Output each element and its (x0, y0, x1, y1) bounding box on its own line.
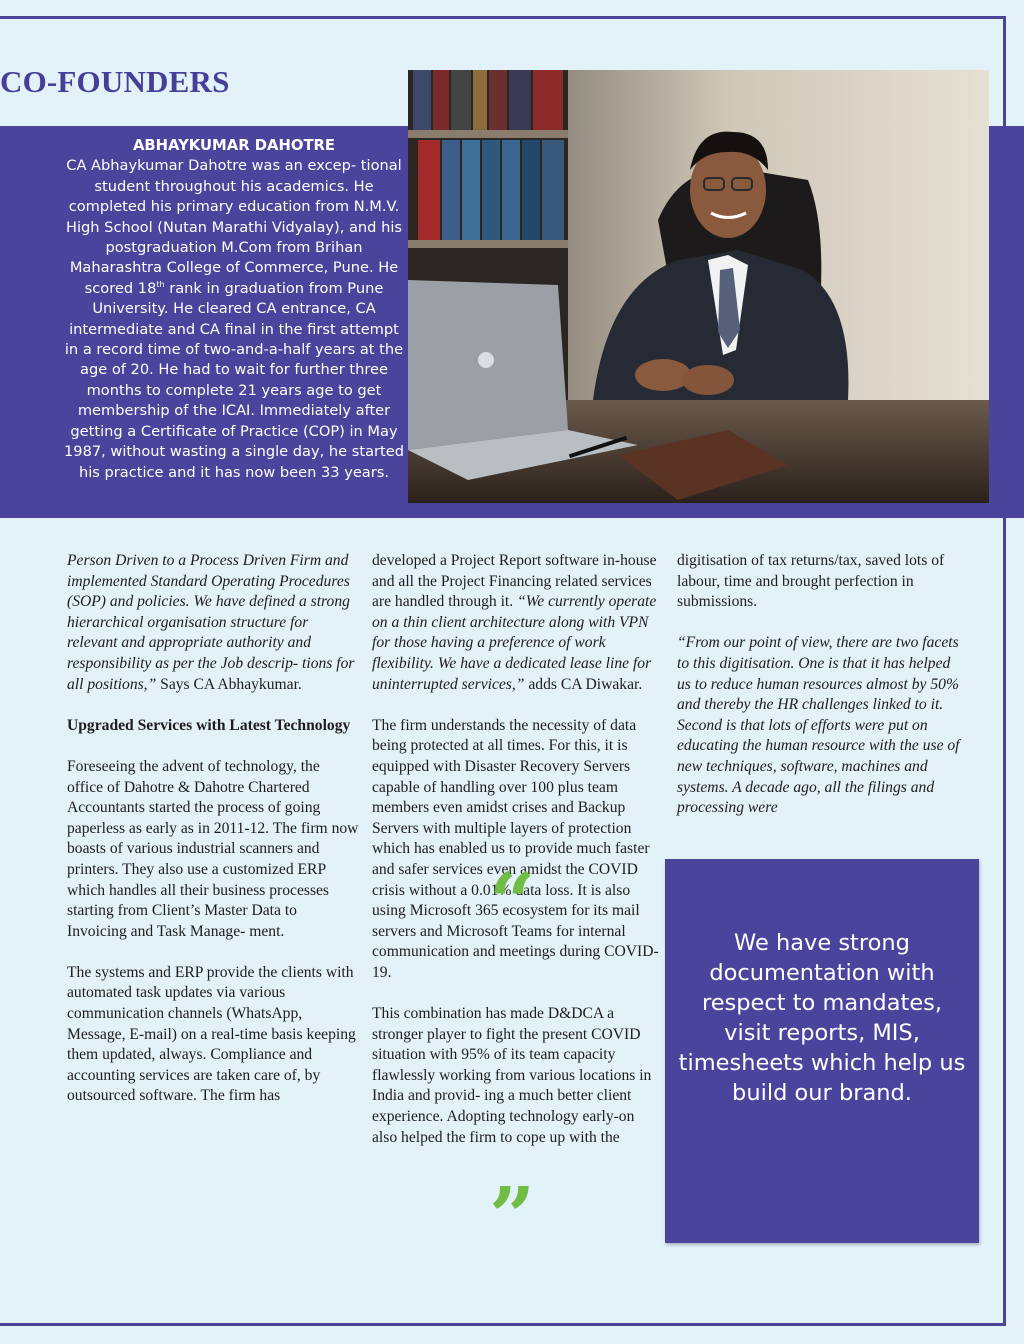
bio-text: CA Abhaykumar Dahotre was an excep- tional student throughout his academics. He completed his primary education from N.M.V. High School (Nutan Marathi Vidyalay), and his postgraduation M.Com from Brihan Maharashtra College of Commerce, Pune. He scored 18 (66, 157, 402, 297)
subheading: Upgraded Services with Latest Technology (67, 716, 351, 734)
article-column-3 (677, 551, 967, 839)
paragraph (372, 551, 662, 695)
paragraph: digitisation of tax returns/tax, saved lots of labour, time and brought perfection in submissions. (677, 552, 945, 611)
paragraph: The firm understands the necessity of data being protected at all times. For this, it is equipped with Disaster Recovery Servers capable of handling over 100 plus team members even amidst crises and Backup Servers with multiple layers of protection which has enabled us to provide much faster and safer services even amidst the COVID crisis without a 0.01% data loss. It is also using Microsoft 365 ecosystem for its mail servers and Microsoft Teams for internal communication and meetings during COVID-19. (372, 716, 659, 981)
open-quote-icon: “ (488, 855, 535, 949)
bio-superscript: th (156, 279, 165, 289)
quote-italic: “We currently operate on a thin client architecture along with VPN for those having a preference of work flexibility. We have a dedicated lease line for uninterrupted services,” (372, 593, 657, 693)
body-text: developed a Project Report software in-house and all the Project Financing related services are handled through it. (372, 552, 657, 611)
cofounder-photo (408, 70, 989, 503)
cofounder-name: ABHAYKUMAR DAHOTRE (132, 137, 336, 154)
quote-italic: “From our point of view, there are two facets to this digitisation. One is that it has helped us to reduce human resources almost by 50% and thereby the HR challenges linked to it. Second is that lots of efforts were put on educating the human resource with the use of new techniques, software, machines and systems. A decade ago, all the filings and processing were (677, 634, 960, 817)
bio-text-rest: rank in graduation from Pune University. He cleared CA entrance, CA intermediate and CA final in the first attempt in a record time of two-and-a-half years at the age of 20. He had to wait for further three months to complete 21 years age to get membership of the ICAI. Immediately after getting a Certificate of Practice (COP) in May 1987, without wasting a single day, he started his practice and it has now been 33 years. (64, 279, 404, 481)
paragraph: This combination has made D&DCA a stronger player to fight the present COVID situation with 95% of its team capacity flawlessly working from various locations in India and provid- ing a much better client experience. Adopting technology early-on also helped the firm to cope up with the (372, 1005, 652, 1146)
paragraph (677, 633, 967, 818)
close-quote-icon: ” (488, 1169, 535, 1263)
attribution: adds CA Diwakar. (524, 675, 643, 693)
paragraph: Foreseeing the advent of technology, the office of Dahotre & Dahotre Chartered Accountants started the process of going paperless as early as in 2011-12. The firm now boasts of various industrial scanners and printers. They also use a customized ERP which handles all their business processes starting from Client’s Master Data to Invoicing and Task Manage- ment. (67, 757, 359, 940)
article-column-1 (67, 551, 359, 1128)
quote-italic: Person Driven to a Process Driven Firm and implemented Standard Operating Procedures (SOP) and policies. We have defined a strong hierarchical organisation structure for relevant and appropriate authority and responsibility as per the Job descrip- tions for all positions,” (67, 552, 355, 693)
pull-quote-text: We have strong documentation with respect to mandates, visit reports, MIS, timesheets which help us build our brand. (678, 930, 966, 1106)
section-title: CO-FOUNDERS (0, 64, 230, 99)
cofounder-bio (64, 136, 404, 483)
paragraph: The systems and ERP provide the clients with automated task updates via various communication channels (WhatsApp, Message, E-mail) on a real-time basis keeping them updated, always. Compliance and accounting services are taken care of, by outsourced software. The firm has (67, 963, 356, 1105)
attribution: Says CA Abhaykumar. (156, 675, 302, 693)
paragraph (67, 551, 359, 695)
